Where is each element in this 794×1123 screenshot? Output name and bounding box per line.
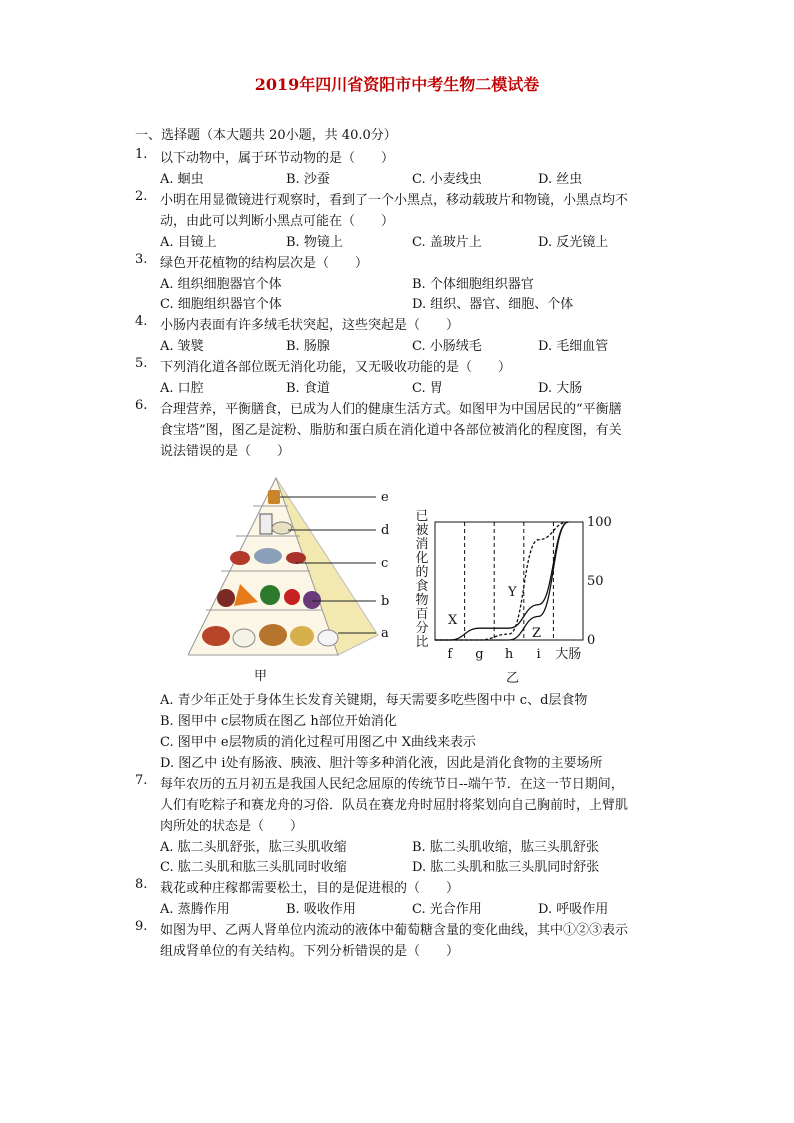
- y-axis-label-char: 分: [415, 621, 429, 636]
- option[interactable]: A. 组织细胞器官个体: [160, 277, 282, 292]
- question-text: 说法错误的是（ ）: [160, 444, 291, 459]
- option[interactable]: C. 细胞组织器官个体: [160, 297, 282, 312]
- x-tick-label: i: [536, 647, 541, 662]
- pyramid-label-e: e: [381, 490, 389, 505]
- x-tick-label: f: [447, 647, 453, 662]
- option[interactable]: C. 小肠绒毛: [412, 339, 482, 354]
- food-pyramid-figure: [188, 470, 398, 685]
- option[interactable]: B. 图甲中 c层物质在图乙 h部位开始消化: [160, 714, 397, 729]
- option[interactable]: C. 盖玻片上: [412, 235, 482, 250]
- question-text: 合理营养，平衡膳食，已成为人们的健康生活方式。如图甲为中国居民的“平衡膳: [160, 402, 622, 417]
- question-text: 动，由此可以判断小黑点可能在（ ）: [160, 214, 395, 229]
- option[interactable]: C. 肱二头肌和肱三头肌同时收缩: [160, 860, 347, 875]
- question-text: 肉所处的状态是（ ）: [160, 819, 304, 834]
- pyramid-label-b: b: [381, 594, 390, 609]
- question-number: 8.: [135, 877, 148, 892]
- option[interactable]: C. 小麦线虫: [412, 172, 482, 187]
- pyramid-label-c: c: [381, 556, 389, 571]
- question-number: 7.: [135, 773, 148, 788]
- curve-label-Y: Y: [508, 585, 517, 600]
- digestion-chart: [410, 508, 620, 688]
- bread-icon: [259, 624, 287, 646]
- question-number: 5.: [135, 356, 148, 371]
- y-axis-label-char: 化: [415, 551, 429, 566]
- bowl-icon: [318, 630, 338, 646]
- x-tick-label: 大肠: [555, 647, 582, 662]
- question-text: 每年农历的五月初五是我国人民纪念屈原的传统节日--端午节．在这一节日期间，: [160, 777, 624, 792]
- question-text: 下列消化道各部位既无消化功能，又无吸收功能的是（ ）: [160, 360, 512, 375]
- oil-bottle-icon: [268, 490, 280, 504]
- curve-label-Z: Z: [532, 626, 542, 641]
- y-axis-label-char: 百: [415, 607, 429, 622]
- eggplant-icon: [217, 589, 235, 607]
- question-text: 绿色开花植物的结构层次是（ ）: [160, 256, 369, 271]
- x-tick-label: h: [504, 647, 514, 662]
- option[interactable]: D. 图乙中 i处有肠液、胰液、胆汁等多种消化液，因此是消化食物的主要场所: [160, 756, 603, 771]
- y-tick-label: 50: [587, 574, 604, 589]
- curve-label-X: X: [448, 613, 458, 628]
- greens-icon: [260, 585, 280, 605]
- ham-icon: [202, 626, 230, 646]
- option[interactable]: B. 肱二头肌收缩，肱三头肌舒张: [412, 840, 599, 855]
- question-text: 人们有吃粽子和赛龙舟的习俗．队员在赛龙舟时屈肘将桨划向自己胸前时，上臂肌: [160, 798, 629, 813]
- y-axis-label-char: 已: [415, 509, 429, 524]
- option[interactable]: D. 大肠: [538, 381, 583, 396]
- corn-icon: [290, 626, 314, 646]
- option[interactable]: A. 目镜上: [160, 235, 217, 250]
- option[interactable]: C. 胃: [412, 381, 443, 396]
- option[interactable]: D. 呼吸作用: [538, 902, 609, 917]
- option[interactable]: A. 蒸腾作用: [160, 902, 230, 917]
- question-number: 9.: [135, 919, 148, 934]
- question-text: 以下动物中，属于环节动物的是（ ）: [160, 151, 395, 166]
- question-number: 3.: [135, 252, 148, 267]
- option[interactable]: B. 食道: [286, 381, 330, 396]
- question-text: 栽花或种庄稼都需要松土，目的是促进根的（ ）: [160, 881, 460, 896]
- meat-icon: [230, 551, 250, 565]
- option[interactable]: D. 毛细血管: [538, 339, 609, 354]
- sausage-icon: [286, 552, 306, 564]
- question-text: 食宝塔”图，图乙是淀粉、脂肪和蛋白质在消化道中各部位被消化的程度图，有关: [160, 423, 622, 438]
- question-text: 小肠内表面有许多绒毛状突起，这些突起是（ ）: [160, 318, 460, 333]
- option[interactable]: D. 丝虫: [538, 172, 583, 187]
- page-title: 2019年四川省资阳市中考生物二模试卷: [254, 75, 540, 94]
- pyramid-caption: 甲: [254, 669, 268, 684]
- option[interactable]: C. 图甲中 e层物质的消化过程可用图乙中 X曲线来表示: [160, 735, 476, 750]
- y-axis-label-char: 消: [415, 537, 429, 552]
- option[interactable]: A. 青少年正处于身体生长发育关键期，每天需要多吃些图中中 c、d层食物: [160, 693, 588, 708]
- fish-icon: [254, 548, 282, 564]
- question-number: 6.: [135, 398, 148, 413]
- option[interactable]: A. 肱二头肌舒张，肱三头肌收缩: [160, 840, 347, 855]
- option[interactable]: D. 组织、器官、细胞、个体: [412, 297, 574, 312]
- option[interactable]: B. 个体细胞组织器官: [412, 277, 534, 292]
- y-axis-label-char: 被: [415, 523, 429, 538]
- dairy-icon: [272, 522, 292, 534]
- option[interactable]: B. 吸收作用: [286, 902, 356, 917]
- apple-icon: [284, 589, 300, 605]
- option[interactable]: A. 口腔: [160, 381, 204, 396]
- option[interactable]: B. 物镜上: [286, 235, 343, 250]
- question-number: 2.: [135, 189, 148, 204]
- y-axis-label-char: 的: [415, 565, 429, 580]
- option[interactable]: A. 皱襞: [160, 339, 204, 354]
- question-text: 组成肾单位的有关结构。下列分析错误的是（ ）: [160, 944, 460, 959]
- rice-icon: [233, 629, 255, 647]
- y-tick-label: 100: [587, 515, 612, 530]
- option[interactable]: A. 蛔虫: [160, 172, 204, 187]
- question-text: 小明在用显微镜进行观察时，看到了一个小黑点，移动载玻片和物镜，小黑点均不: [160, 193, 629, 208]
- option[interactable]: D. 反光镜上: [538, 235, 609, 250]
- section-heading: 一、选择题（本大题共 20小题，共 40.0分）: [135, 128, 397, 143]
- y-axis-label-char: 物: [415, 593, 429, 608]
- pyramid-label-a: a: [381, 626, 389, 641]
- question-text: 如图为甲、乙两人肾单位内流动的液体中葡萄糖含量的变化曲线，其中①②③表示: [160, 923, 629, 938]
- milk-carton-icon: [260, 514, 272, 534]
- option[interactable]: C. 光合作用: [412, 902, 482, 917]
- option[interactable]: D. 肱二头肌和肱三头肌同时舒张: [412, 860, 600, 875]
- question-number: 4.: [135, 314, 148, 329]
- option[interactable]: B. 肠腺: [286, 339, 330, 354]
- chart-caption: 乙: [506, 671, 520, 686]
- pyramid-label-d: d: [381, 523, 390, 538]
- question-number: 1.: [135, 147, 148, 162]
- y-axis-label-char: 比: [415, 635, 429, 650]
- x-tick-label: g: [475, 647, 484, 662]
- y-axis-label: [415, 509, 428, 650]
- option[interactable]: B. 沙蚕: [286, 172, 330, 187]
- grape-icon: [303, 591, 321, 609]
- y-axis-label-char: 食: [415, 579, 429, 594]
- y-tick-label: 0: [587, 633, 596, 648]
